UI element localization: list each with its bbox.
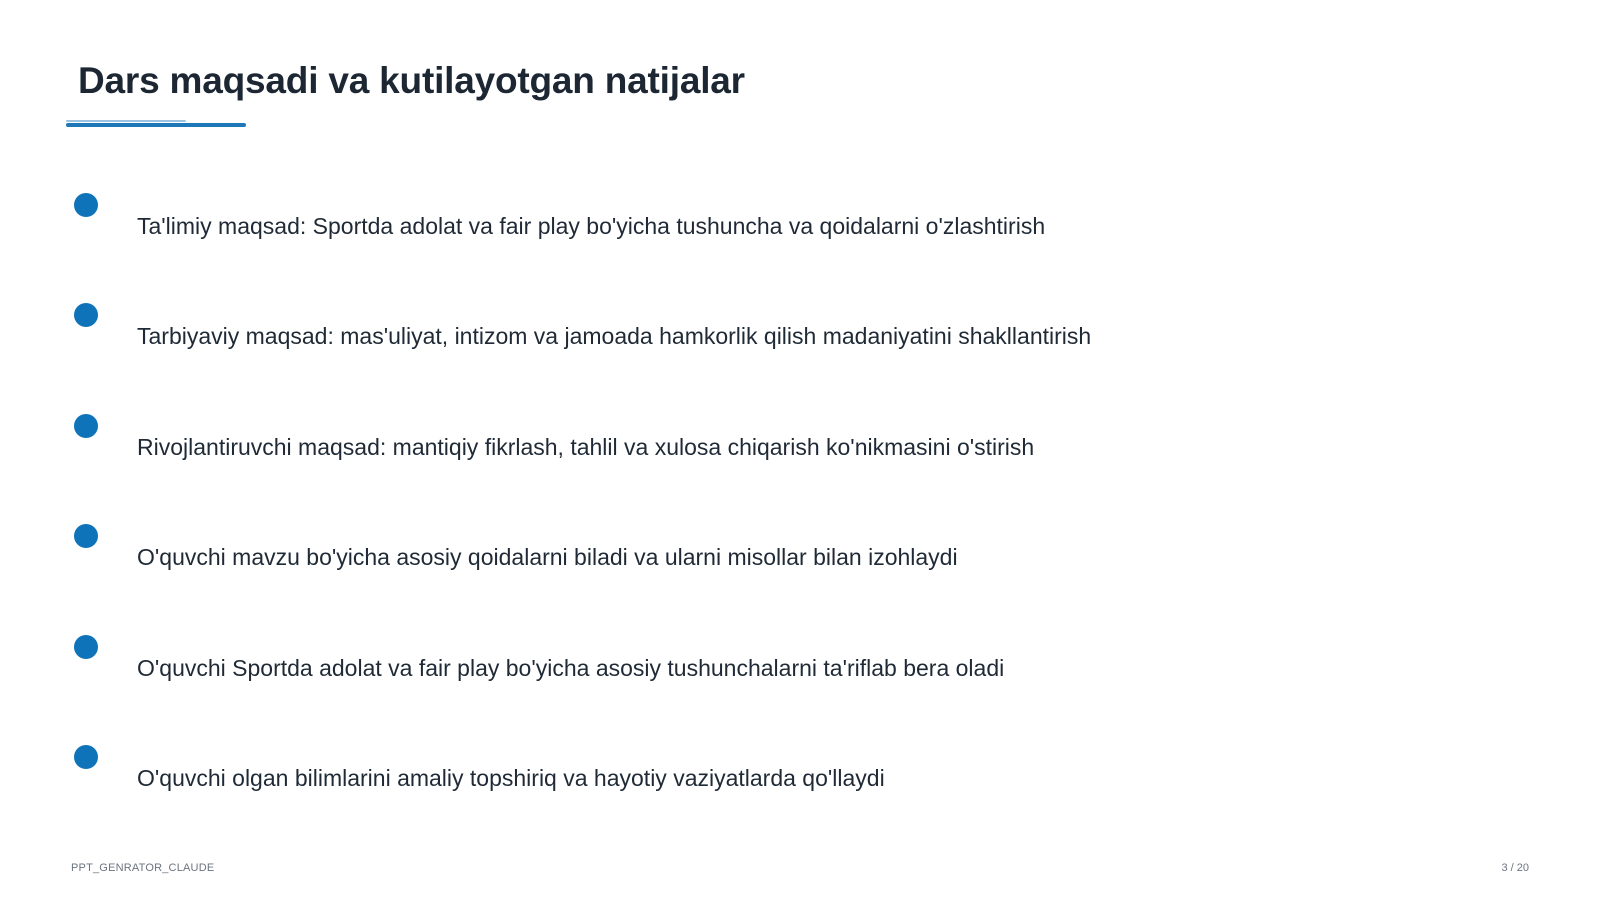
bullet-text: O'quvchi Sportda adolat va fair play bo'yicha asosiy tushunchalarni ta'riflab bera oladi — [137, 655, 1005, 681]
bullet-dot-icon — [74, 524, 98, 548]
bullet-item — [0, 303, 1600, 363]
bullet-dot-icon — [74, 414, 98, 438]
footer-source-label: PPT_GENRATOR_CLAUDE — [71, 862, 215, 874]
bullet-item — [0, 635, 1600, 695]
bullet-text: Tarbiyaviy maqsad: mas'uliyat, intizom va jamoada hamkorlik qilish madaniyatini shakllantirish — [137, 323, 1092, 349]
bullet-item — [0, 524, 1600, 584]
bullet-item — [0, 745, 1600, 805]
bullet-dot-icon — [74, 745, 98, 769]
bullet-text: Rivojlantiruvchi maqsad: mantiqiy fikrlash, tahlil va xulosa chiqarish ko'nikmasini o'stirish — [137, 434, 1035, 460]
bullet-item — [0, 414, 1600, 474]
bullet-item — [0, 193, 1600, 253]
bullet-text: O'quvchi olgan bilimlarini amaliy topshiriq va hayotiy vaziyatlarda qo'llaydi — [137, 765, 885, 791]
bullet-text: O'quvchi mavzu bo'yicha asosiy qoidalarni biladi va ularni misollar bilan izohlaydi — [137, 544, 958, 570]
bullet-text: Ta'limiy maqsad: Sportda adolat va fair play bo'yicha tushuncha va qoidalarni o'zlashtirish — [137, 213, 1046, 239]
bullet-dot-icon — [74, 193, 98, 217]
bullet-dot-icon — [74, 635, 98, 659]
bullet-dot-icon — [74, 303, 98, 327]
page-number: 3 / 20 — [1501, 862, 1529, 874]
slide-title: Dars maqsadi va kutilayotgan natijalar — [78, 60, 745, 101]
